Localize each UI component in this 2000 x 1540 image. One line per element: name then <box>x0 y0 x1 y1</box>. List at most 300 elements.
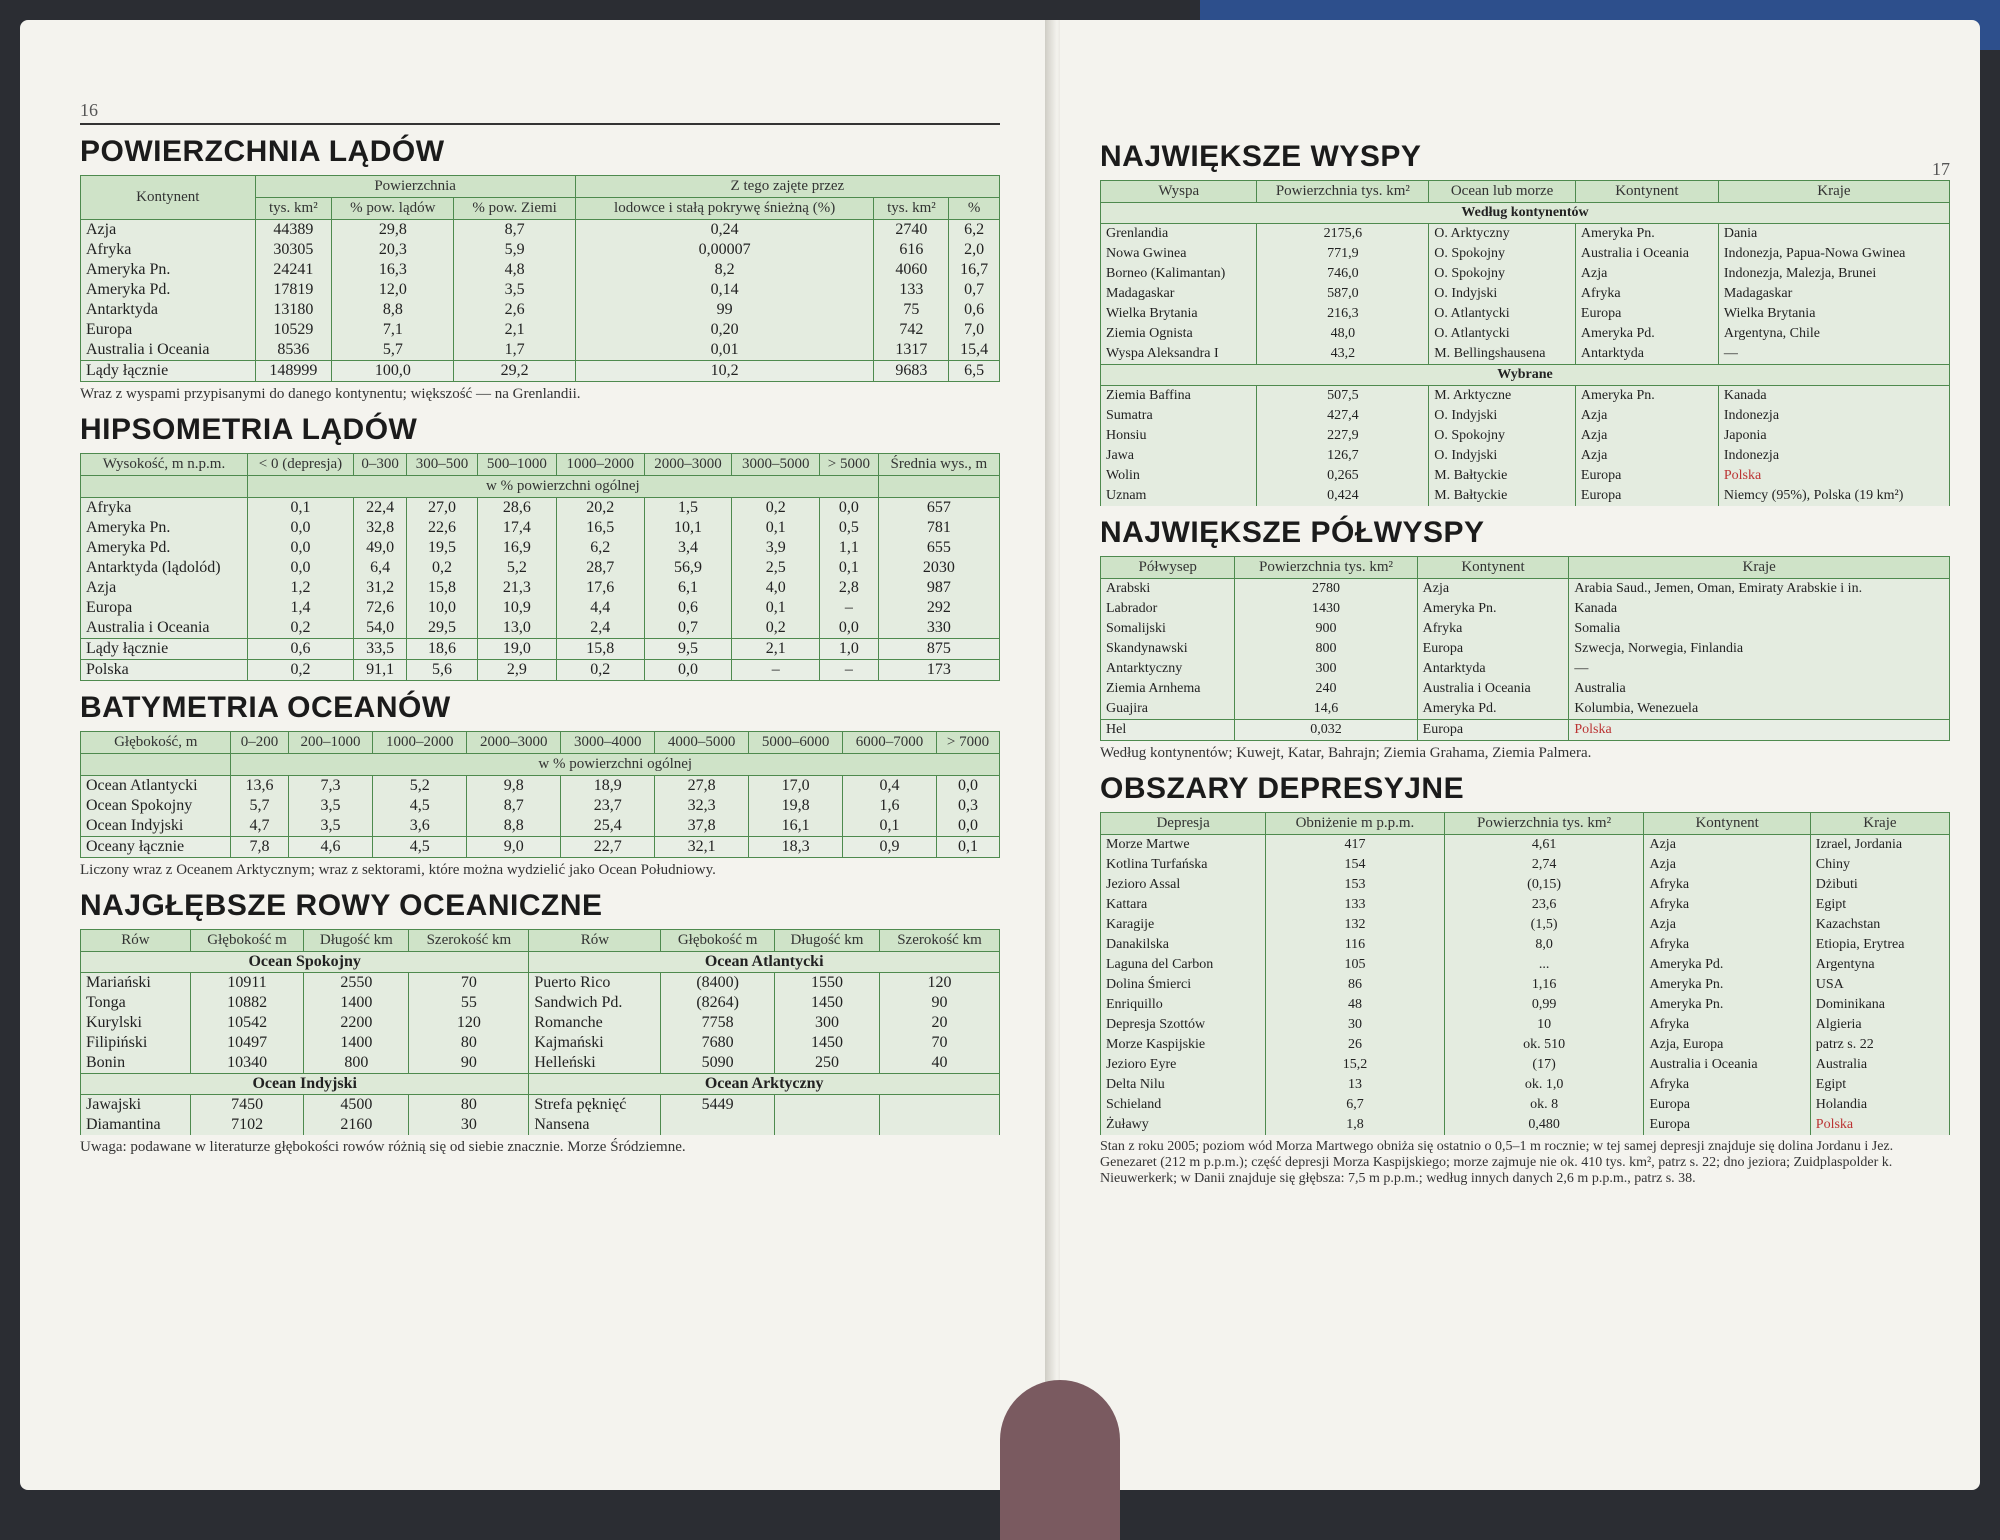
table-cell: Australia i Oceania <box>1644 1055 1810 1075</box>
column-header: 1000–2000 <box>373 732 467 754</box>
table-cell: Antarktyda <box>1575 344 1718 365</box>
table-cell: 0,7 <box>949 280 1000 300</box>
table-row <box>81 518 1000 538</box>
table-cell: Ameryka Pd. <box>81 538 248 558</box>
table-cell: 0,424 <box>1257 486 1429 506</box>
table-row <box>1101 264 1950 284</box>
table-cell: Ocean Atlantycki <box>81 776 231 797</box>
left-page <box>20 20 1050 1490</box>
table-cell: M. Bałtyckie <box>1429 466 1576 486</box>
table-cell: Somalia <box>1569 619 1950 639</box>
table-cell: 1550 <box>774 973 879 994</box>
table-row <box>1101 659 1950 679</box>
table-cell: 0,6 <box>247 639 353 660</box>
column-header: 500–1000 <box>477 454 556 476</box>
table-cell: (1,5) <box>1444 915 1644 935</box>
table-cell: Antarktyczny <box>1101 659 1235 679</box>
table-cell: 15,8 <box>556 639 644 660</box>
table-cell: Kanada <box>1569 599 1950 619</box>
page-number-left: 16 <box>80 100 98 120</box>
column-header: Głębokość, m <box>81 732 231 754</box>
table-cell: Dania <box>1718 224 1949 245</box>
table-cell: Azja <box>1644 855 1810 875</box>
table-cell: 154 <box>1266 855 1444 875</box>
table-cell: 5,7 <box>332 340 454 361</box>
table-cell: Labrador <box>1101 599 1235 619</box>
table-cell: 32,8 <box>353 518 406 538</box>
table-cell: 0,4 <box>843 776 937 797</box>
table-row <box>1101 324 1950 344</box>
table-cell: Lądy łącznie <box>81 639 248 660</box>
table-powierzchnia: Kontynent Powierzchnia Z tego zajęte przez tys. km² % pow. lądów % pow. Ziemi lodowce i stałą pokrywę śnieżną (%) tys. km² % Azja 44389 29,8 8,7 0,24 2740 6,2 Afryka 30305 20,3 5,9 0,00007 616 2,0 Ameryka Pn. 24241 16,3 4,8 8,2 4060 16,7 Ameryka Pd. 17819 12,0 3,5 0,14 133 0,7 Antarktyda 13180 8,8 2,6 99 75 0,6 Europa 10529 7,1 2,1 0,20 742 7,0 Australia i Oceania 8536 5,7 1,7 0,01 1317 15,4 Lądy łącznie 148999 100,0 29,2 10,2 9683 6,5 <box>80 175 1000 382</box>
table-row <box>81 1033 1000 1053</box>
table-cell: Ziemia Arnhema <box>1101 679 1235 699</box>
table-cell: Honsiu <box>1101 426 1257 446</box>
column-header: Kontynent <box>1644 813 1810 835</box>
column-header: 0–300 <box>353 454 406 476</box>
table-cell: 32,1 <box>655 837 749 858</box>
table-row <box>1101 426 1950 446</box>
table-cell: Morze Kaspijskie <box>1101 1035 1266 1055</box>
table-cell: 70 <box>409 973 529 994</box>
table-cell: 105 <box>1266 955 1444 975</box>
table-cell: Japonia <box>1718 426 1949 446</box>
table-cell: 657 <box>878 498 999 519</box>
table-cell: 2740 <box>874 220 949 241</box>
column-header: Półwysep <box>1101 557 1235 579</box>
table-cell: 90 <box>879 993 999 1013</box>
table-cell: Ziemia Ognista <box>1101 324 1257 344</box>
table-cell: 2,5 <box>732 558 820 578</box>
table-cell: 10340 <box>190 1053 304 1074</box>
table-cell: Azja <box>81 220 256 241</box>
table-cell: Holandia <box>1810 1095 1949 1115</box>
table-cell: Bonin <box>81 1053 191 1074</box>
table-cell: Wielka Brytania <box>1101 304 1257 324</box>
table-cell: 23,6 <box>1444 895 1644 915</box>
table-cell: 9,0 <box>467 837 561 858</box>
table-cell: 4,5 <box>373 837 467 858</box>
table-cell <box>661 1115 775 1135</box>
table-cell: 13 <box>1266 1075 1444 1095</box>
table-row <box>81 361 1000 382</box>
table-cell: 1,5 <box>644 498 732 519</box>
table-cell: 20 <box>879 1013 999 1033</box>
table-cell: Jawa <box>1101 446 1257 466</box>
table-row <box>81 538 1000 558</box>
table-cell: 9,8 <box>467 776 561 797</box>
table-cell: M. Bałtyckie <box>1429 486 1576 506</box>
column-header: Średnia wys., m <box>878 454 999 476</box>
table-row <box>1101 995 1950 1015</box>
table-cell: 0,20 <box>575 320 874 340</box>
table-cell: 2,74 <box>1444 855 1644 875</box>
column-header: > 7000 <box>937 732 1000 754</box>
table-depresje <box>1100 812 1950 1135</box>
table-cell: 0,1 <box>732 518 820 538</box>
table-cell: Australia i Oceania <box>1575 244 1718 264</box>
table-row <box>1101 679 1950 699</box>
table-cell: 2030 <box>878 558 999 578</box>
table-rowy: Rów Głębokość m Długość km Szerokość km Rów Głębokość m Długość km Szerokość km Ocean Spokojny Ocean Atlantycki Mariański 10911 2550 70 Puerto Rico (8400) 1550 120 Tonga 10882 1400 55 Sandwich Pd. (8264) 1450 90 Kurylski 10542 2200 120 Romanche 7758 300 20 Filipiński 10497 1400 80 Kajmański 7680 1450 70 Bonin 10340 800 90 Helleński 5090 250 40 Ocean Indyjski Ocean Arktyczny Jawajski 7450 4500 80 Strefa pęknięć 5449 Diamantina 7102 2160 30 Nansena <box>80 929 1000 1135</box>
table-cell: Afryka <box>1644 1015 1810 1035</box>
table-cell <box>774 1095 879 1116</box>
table-cell: – <box>820 598 879 618</box>
table-cell: 0,265 <box>1257 466 1429 486</box>
table-cell: 27,0 <box>407 498 478 519</box>
table-row <box>81 598 1000 618</box>
column-header: Powierzchnia tys. km² <box>1444 813 1644 835</box>
table-row <box>81 660 1000 681</box>
table-cell: O. Atlantycki <box>1429 324 1576 344</box>
table-cell: ok. 8 <box>1444 1095 1644 1115</box>
table-cell: Europa <box>1575 466 1718 486</box>
table-cell: Dżibuti <box>1810 875 1949 895</box>
table-cell: 0,0 <box>937 776 1000 797</box>
table-cell: 0,9 <box>843 837 937 858</box>
table-cell: Ameryka Pn. <box>1417 599 1569 619</box>
table-row <box>1101 386 1950 407</box>
table-cell: 1,16 <box>1444 975 1644 995</box>
table-cell: 48 <box>1266 995 1444 1015</box>
table-row <box>1101 344 1950 365</box>
column-header: Kontynent <box>1417 557 1569 579</box>
table-cell: 0,01 <box>575 340 874 361</box>
table-row <box>1101 875 1950 895</box>
table-row <box>81 320 1000 340</box>
table-cell: 7102 <box>190 1115 304 1135</box>
column-header: Obniżenie m p.p.m. <box>1266 813 1444 835</box>
table-cell: Europa <box>1644 1115 1810 1135</box>
table-cell: 10497 <box>190 1033 304 1053</box>
table-cell: 8,8 <box>332 300 454 320</box>
table-cell: 0,24 <box>575 220 874 241</box>
table-cell: Afryka <box>1644 935 1810 955</box>
table-cell: 133 <box>1266 895 1444 915</box>
table-row <box>1101 835 1950 856</box>
table-cell: Skandynawski <box>1101 639 1235 659</box>
table-cell: Antarktyda <box>1417 659 1569 679</box>
table-cell: 20,3 <box>332 240 454 260</box>
table-cell: 30 <box>1266 1015 1444 1035</box>
table-cell: 44389 <box>255 220 332 241</box>
table-cell: Jezioro Assal <box>1101 875 1266 895</box>
table-cell: Kurylski <box>81 1013 191 1033</box>
table-cell: 0,14 <box>575 280 874 300</box>
column-header: Kraje <box>1810 813 1949 835</box>
table-cell: O. Indyjski <box>1429 406 1576 426</box>
table-cell: 10 <box>1444 1015 1644 1035</box>
table-row <box>81 340 1000 361</box>
section-title-batymetria: BATYMETRIA OCEANÓW <box>80 691 451 724</box>
table-cell: Nowa Gwinea <box>1101 244 1257 264</box>
table-cell: Arabia Saud., Jemen, Oman, Emiraty Arabskie i in. <box>1569 579 1950 600</box>
table-cell: 120 <box>409 1013 529 1033</box>
table-cell: Afryka <box>1575 284 1718 304</box>
table-cell: Indonezja <box>1718 406 1949 426</box>
table-cell: Strefa pęknięć <box>529 1095 661 1116</box>
table-cell: 10,1 <box>644 518 732 538</box>
table-cell <box>879 1095 999 1116</box>
table-cell: 37,8 <box>655 816 749 837</box>
table-cell: Ziemia Baffina <box>1101 386 1257 407</box>
table-cell: Etiopia, Erytrea <box>1810 935 1949 955</box>
table-cell: Niemcy (95%), Polska (19 km²) <box>1718 486 1949 506</box>
table-cell: Ocean Indyjski <box>81 816 231 837</box>
table-cell: 2,9 <box>477 660 556 681</box>
table-cell: 80 <box>409 1095 529 1116</box>
table-row <box>1101 975 1950 995</box>
table-cell: 0,1 <box>247 498 353 519</box>
table-cell: 0,3 <box>937 796 1000 816</box>
table-cell: 15,4 <box>949 340 1000 361</box>
table-cell: 4,0 <box>732 578 820 598</box>
table-cell: Wolin <box>1101 466 1257 486</box>
section-title-wyspy: NAJWIĘKSZE WYSPY <box>1100 140 1422 173</box>
table-row <box>1101 639 1950 659</box>
column-header: Wysokość, m n.p.m. <box>81 454 248 476</box>
table-cell: 148999 <box>255 361 332 382</box>
table-cell: 300 <box>1235 659 1417 679</box>
table-cell: 5090 <box>661 1053 775 1074</box>
table-cell: 153 <box>1266 875 1444 895</box>
table-cell: 133 <box>874 280 949 300</box>
table-cell: 417 <box>1266 835 1444 856</box>
table-cell: Enriquillo <box>1101 995 1266 1015</box>
table-cell: 10,2 <box>575 361 874 382</box>
table-cell: Kattara <box>1101 895 1266 915</box>
table-cell: 3,5 <box>288 816 373 837</box>
table-cell: 1,7 <box>454 340 575 361</box>
table-cell: O. Arktyczny <box>1429 224 1576 245</box>
table-cell: Azja, Europa <box>1644 1035 1810 1055</box>
table-cell: 0,1 <box>732 598 820 618</box>
table-cell: 0,99 <box>1444 995 1644 1015</box>
table-row <box>81 993 1000 1013</box>
table-cell: Delta Nilu <box>1101 1075 1266 1095</box>
table-cell: 0,0 <box>937 816 1000 837</box>
column-header: 2000–3000 <box>644 454 732 476</box>
note-rowy: Uwaga: podawane w literaturze głębokości rowów różnią się od siebie znacznie. Morze Śródziemne. <box>80 1139 686 1155</box>
table-cell: 16,3 <box>332 260 454 280</box>
table-cell: 26 <box>1266 1035 1444 1055</box>
table-cell: Romanche <box>529 1013 661 1033</box>
column-header: Długość km <box>774 930 879 952</box>
note-powierzchnia: Wraz z wyspami przypisanymi do danego kontynentu; większość — na Grenlandii. <box>80 386 581 402</box>
table-cell: Izrael, Jordania <box>1810 835 1949 856</box>
table-cell: 22,6 <box>407 518 478 538</box>
table-cell: 0,2 <box>407 558 478 578</box>
table-cell: Kotlina Turfańska <box>1101 855 1266 875</box>
table-cell: 6,4 <box>353 558 406 578</box>
table-cell: O. Spokojny <box>1429 264 1576 284</box>
column-header: Głębokość m <box>190 930 304 952</box>
table-cell: Europa <box>81 598 248 618</box>
table-cell: 746,0 <box>1257 264 1429 284</box>
table-cell: 18,3 <box>749 837 843 858</box>
table-row <box>81 240 1000 260</box>
table-cell: Europa <box>81 320 256 340</box>
table-row <box>1101 699 1950 720</box>
table-cell: – <box>732 660 820 681</box>
table-cell: 6,2 <box>556 538 644 558</box>
column-header: 0–200 <box>231 732 288 754</box>
table-row <box>1101 1015 1950 1035</box>
table-cell: 216,3 <box>1257 304 1429 324</box>
table-row <box>1101 284 1950 304</box>
table-cell: Afryka <box>1644 1075 1810 1095</box>
column-header: 300–500 <box>407 454 478 476</box>
table-cell: Afryka <box>81 498 248 519</box>
table-cell: – <box>820 660 879 681</box>
table-cell: 8,0 <box>1444 935 1644 955</box>
table-cell: Schieland <box>1101 1095 1266 1115</box>
table-cell: — <box>1569 659 1950 679</box>
table-row <box>1101 244 1950 264</box>
column-header: Szerokość km <box>879 930 999 952</box>
column-header: 3000–5000 <box>732 454 820 476</box>
table-cell: 4,5 <box>373 796 467 816</box>
table-cell: Europa <box>1417 720 1569 741</box>
table-cell: Lądy łącznie <box>81 361 256 382</box>
column-header: Ocean lub morze <box>1429 181 1576 203</box>
column-header: Depresja <box>1101 813 1266 835</box>
table-cell: 1,1 <box>820 538 879 558</box>
table-cell: Dominikana <box>1810 995 1949 1015</box>
table-cell: 0,1 <box>937 837 1000 858</box>
table-cell: 7680 <box>661 1033 775 1053</box>
table-cell: Arabski <box>1101 579 1235 600</box>
table-cell: 20,2 <box>556 498 644 519</box>
column-header: 2000–3000 <box>467 732 561 754</box>
table-cell <box>879 1115 999 1135</box>
table-cell: 0,2 <box>247 618 353 639</box>
table-cell: Laguna del Carbon <box>1101 955 1266 975</box>
table-cell: 24241 <box>255 260 332 280</box>
table-cell: Danakilska <box>1101 935 1266 955</box>
table-cell: 587,0 <box>1257 284 1429 304</box>
table-cell: Wielka Brytania <box>1718 304 1949 324</box>
table-row <box>81 837 1000 858</box>
table-cell: Europa <box>1417 639 1569 659</box>
table-cell: Tonga <box>81 993 191 1013</box>
table-cell: Filipiński <box>81 1033 191 1053</box>
table-cell: 28,7 <box>556 558 644 578</box>
table-row <box>1101 619 1950 639</box>
section-title-polwyspy: NAJWIĘKSZE PÓŁWYSPY <box>1100 516 1485 549</box>
table-cell: 4,8 <box>454 260 575 280</box>
table-cell: 33,5 <box>353 639 406 660</box>
table-cell: 12,0 <box>332 280 454 300</box>
table-cell: Egipt <box>1810 895 1949 915</box>
table-cell: 10,9 <box>477 598 556 618</box>
table-cell: 2,1 <box>732 639 820 660</box>
table-cell: 13,0 <box>477 618 556 639</box>
table-cell: 7,0 <box>949 320 1000 340</box>
table-cell: M. Bellingshausena <box>1429 344 1576 365</box>
table-cell: 10911 <box>190 973 304 994</box>
table-cell: 2,6 <box>454 300 575 320</box>
table-cell: 507,5 <box>1257 386 1429 407</box>
table-cell: 7,1 <box>332 320 454 340</box>
table-cell: 16,1 <box>749 816 843 837</box>
table-cell: 18,6 <box>407 639 478 660</box>
table-row <box>81 300 1000 320</box>
table-cell: 32,3 <box>655 796 749 816</box>
table-cell: 19,8 <box>749 796 843 816</box>
table-cell: Dolina Śmierci <box>1101 975 1266 995</box>
fingertip <box>1000 1380 1120 1540</box>
table-cell: 1,0 <box>820 639 879 660</box>
table-cell: Madagaskar <box>1718 284 1949 304</box>
table-cell: 5,6 <box>407 660 478 681</box>
table-cell: Żuławy <box>1101 1115 1266 1135</box>
table-cell: Azja <box>1575 426 1718 446</box>
table-cell: 0,0 <box>247 518 353 538</box>
table-cell: O. Indyjski <box>1429 284 1576 304</box>
table-cell: 771,9 <box>1257 244 1429 264</box>
table-cell: Hel <box>1101 720 1235 741</box>
section-title-rowy: NAJGŁĘBSZE ROWY OCEANICZNE <box>80 889 603 922</box>
table-cell: Jezioro Eyre <box>1101 1055 1266 1075</box>
table-cell: 25,4 <box>561 816 655 837</box>
table-cell: 0,0 <box>644 660 732 681</box>
table-cell: (0,15) <box>1444 875 1644 895</box>
table-cell: 7,8 <box>231 837 288 858</box>
table-row <box>81 618 1000 639</box>
column-header: 3000–4000 <box>561 732 655 754</box>
table-cell: 48,0 <box>1257 324 1429 344</box>
table-cell: — <box>1718 344 1949 365</box>
table-cell: Szwecja, Norwegia, Finlandia <box>1569 639 1950 659</box>
table-cell: 0,480 <box>1444 1115 1644 1135</box>
table-cell: Azja <box>81 578 248 598</box>
table-cell: 4060 <box>874 260 949 280</box>
table-cell: 2,8 <box>820 578 879 598</box>
table-cell: Afryka <box>1644 895 1810 915</box>
table-cell: 987 <box>878 578 999 598</box>
table-cell: Australia i Oceania <box>81 618 248 639</box>
column-header: Kraje <box>1569 557 1950 579</box>
table-cell: 13,6 <box>231 776 288 797</box>
table-cell: 31,2 <box>353 578 406 598</box>
table-cell: 875 <box>878 639 999 660</box>
table-cell: Egipt <box>1810 1075 1949 1095</box>
column-header: < 0 (depresja) <box>247 454 353 476</box>
table-cell: Ameryka Pn. <box>81 518 248 538</box>
table-cell: 1400 <box>304 993 409 1013</box>
table-cell: 17,6 <box>556 578 644 598</box>
table-cell: 0,2 <box>247 660 353 681</box>
table-row <box>81 280 1000 300</box>
table-cell: 1,4 <box>247 598 353 618</box>
table-cell: USA <box>1810 975 1949 995</box>
table-cell: 0,0 <box>820 618 879 639</box>
table-cell: 70 <box>879 1033 999 1053</box>
table-cell: Ameryka Pn. <box>81 260 256 280</box>
table-row <box>81 1115 1000 1135</box>
table-cell: 8536 <box>255 340 332 361</box>
table-cell: 17,0 <box>749 776 843 797</box>
table-cell: 30305 <box>255 240 332 260</box>
table-cell: 10,0 <box>407 598 478 618</box>
table-cell: 19,0 <box>477 639 556 660</box>
table-cell: 1,6 <box>843 796 937 816</box>
table-cell: 6,1 <box>644 578 732 598</box>
table-cell: 29,2 <box>454 361 575 382</box>
table-cell: 116 <box>1266 935 1444 955</box>
table-cell: 0,6 <box>644 598 732 618</box>
